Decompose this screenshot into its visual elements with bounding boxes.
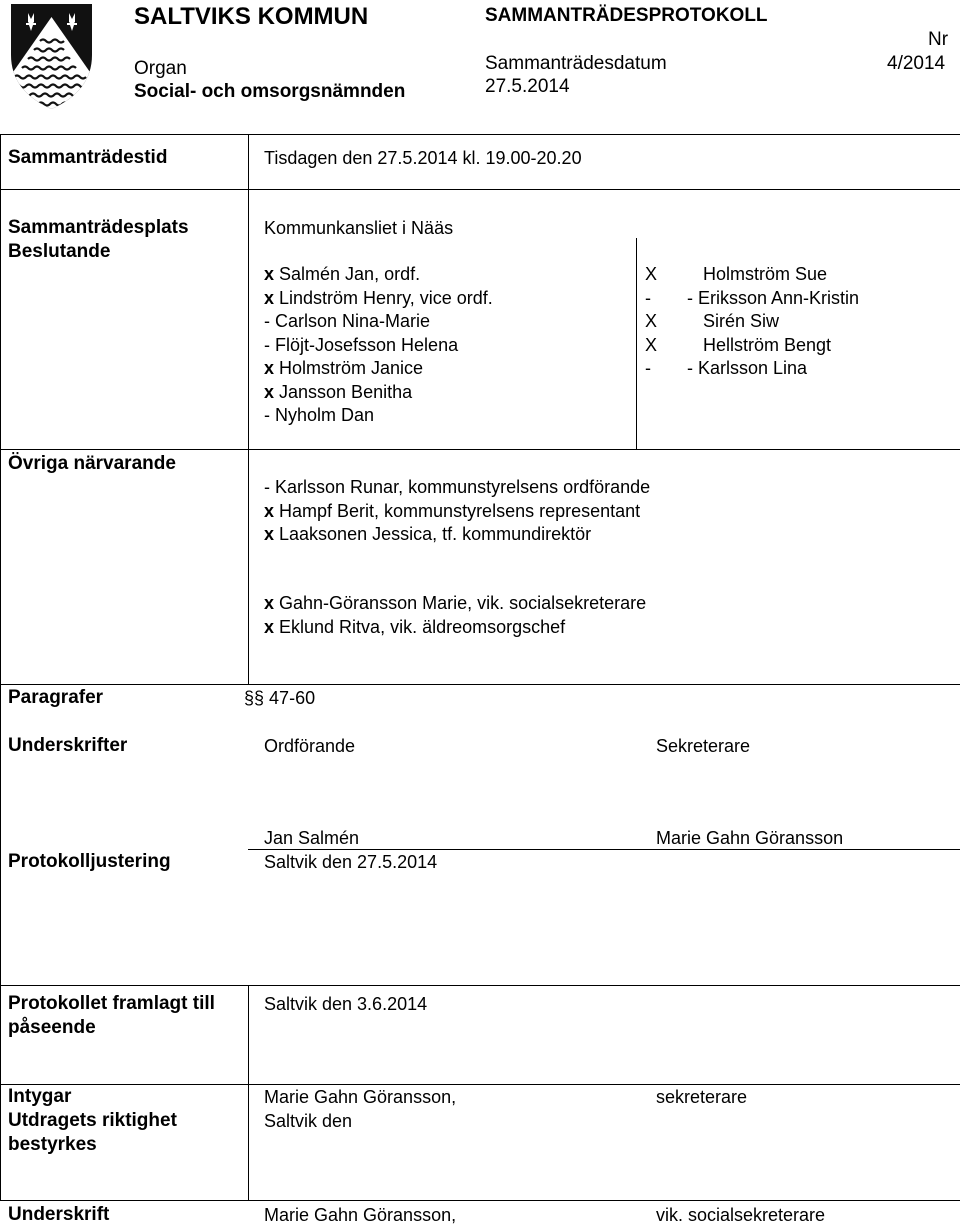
list-item: [264, 263, 493, 287]
adjustment-value: Saltvik den 27.5.2014: [264, 852, 438, 872]
attendance-mark: X: [645, 264, 658, 284]
list-item: [645, 357, 859, 381]
paragraphs-label: Paragrafer: [8, 687, 104, 708]
list-item: [264, 310, 493, 334]
list-item: [264, 404, 493, 428]
list-item: [264, 523, 650, 547]
attendance-mark: -: [264, 334, 270, 355]
member-name: Holmström Janice: [274, 358, 424, 378]
list-item: [645, 334, 859, 358]
attendance-mark: x: [264, 264, 275, 284]
others-group-1: [264, 476, 650, 547]
adjustment-label: Protokolljustering: [8, 851, 171, 872]
attendance-mark: X: [645, 311, 658, 331]
attendance-mark: x: [264, 500, 275, 521]
divider: [248, 134, 249, 684]
signature-role: vik. socialsekreterare: [656, 1205, 826, 1225]
list-item: [264, 381, 493, 405]
deciders-label: Beslutande: [8, 241, 111, 262]
certificate-name: Marie Gahn Göransson,: [264, 1087, 457, 1107]
meeting-date-value: 27.5.2014: [485, 76, 570, 97]
certificate-role: sekreterare: [656, 1087, 748, 1107]
list-item: [264, 616, 646, 640]
attendance-mark: x: [264, 358, 275, 378]
attendance-mark: -: [264, 477, 270, 497]
attendance-mark: x: [264, 593, 275, 613]
signature-name: Marie Gahn Göransson,: [264, 1205, 457, 1225]
member-name: - Eriksson Ann-Kristin: [687, 287, 860, 308]
certificate-label: Intygar: [8, 1086, 72, 1107]
member-name: Lindström Henry, vice ordf.: [274, 287, 493, 308]
deciders-left-list: [264, 263, 493, 428]
divider: [0, 134, 1, 1200]
public-display-label: Protokollet framlagt till påseende: [8, 993, 215, 1038]
section-sign-icon: §§: [244, 688, 265, 708]
list-item: [264, 500, 650, 524]
attendee-name: Karlsson Runar, kommunstyrelsens ordförande: [270, 477, 651, 497]
divider: [0, 985, 960, 986]
divider: [248, 985, 249, 1200]
member-name: Hellström Bengt: [703, 334, 832, 355]
signature-label: Underskrift: [8, 1204, 110, 1225]
list-item: [264, 287, 493, 311]
member-name: Flöjt-Josefsson Helena: [270, 334, 459, 355]
others-present-label: Övriga närvarande: [8, 453, 176, 474]
divider: [0, 1200, 960, 1201]
public-display-value: Saltvik den 3.6.2014: [264, 994, 428, 1014]
others-group-2: [264, 592, 646, 639]
paragraphs-value: [244, 687, 315, 711]
member-name: Carlson Nina-Marie: [270, 311, 431, 331]
member-name: - Karlsson Lina: [687, 358, 808, 378]
extract-verified-label: Utdragets riktighet bestyrkes: [8, 1110, 177, 1155]
divider: [636, 238, 637, 449]
chair-name: Jan Salmén: [264, 828, 360, 848]
organ-value: Social- och omsorgsnämnden: [134, 81, 406, 102]
list-item: [645, 287, 859, 311]
number-label: Nr: [928, 29, 949, 50]
attendee-name: Eklund Ritva, vik. äldreomsorgschef: [274, 616, 566, 637]
attendee-name: Gahn-Göransson Marie, vik. socialsekreterare: [274, 593, 647, 613]
list-item: [264, 592, 646, 616]
divider: [0, 134, 960, 135]
meeting-place-label: Sammanträdesplats: [8, 217, 189, 238]
meeting-date-label: Sammanträdesdatum: [485, 53, 667, 74]
extract-verified-value: Saltvik den: [264, 1111, 353, 1131]
member-name: Jansson Benitha: [274, 381, 413, 402]
attendee-name: Hampf Berit, kommunstyrelsens representant: [274, 500, 641, 521]
document-title: SAMMANTRÄDESPROTOKOLL: [485, 5, 768, 26]
list-item: [264, 476, 650, 500]
meeting-place-value: Kommunkansliet i Nääs: [264, 218, 454, 238]
list-item: [645, 310, 859, 334]
attendance-mark: x: [264, 524, 275, 544]
divider: [0, 1084, 960, 1085]
secretary-name: Marie Gahn Göransson: [656, 828, 844, 848]
member-name: Salmén Jan, ordf.: [274, 264, 421, 284]
deciders-right-list: [645, 263, 859, 381]
member-name: Sirén Siw: [703, 311, 780, 331]
organ-label: Organ: [134, 58, 187, 79]
attendance-mark: -: [264, 405, 270, 425]
meeting-time-value: Tisdagen den 27.5.2014 kl. 19.00-20.20: [264, 148, 582, 168]
municipality-name: SALTVIKS KOMMUN: [134, 3, 369, 30]
coat-of-arms-logo: [10, 3, 93, 110]
list-item: [264, 334, 493, 358]
number-value: 4/2014: [887, 53, 946, 74]
attendance-mark: -: [645, 287, 651, 308]
signatures-label: Underskrifter: [8, 735, 128, 756]
divider: [0, 189, 960, 190]
paragraphs-range: 47-60: [269, 688, 316, 708]
attendee-name: Laaksonen Jessica, tf. kommundirektör: [274, 524, 592, 544]
attendance-mark: -: [264, 311, 270, 331]
meeting-time-label: Sammanträdestid: [8, 147, 168, 168]
member-name: Holmström Sue: [703, 264, 828, 284]
list-item: [264, 357, 493, 381]
member-name: Nyholm Dan: [270, 405, 375, 425]
chair-title: Ordförande: [264, 736, 356, 756]
attendance-mark: x: [264, 381, 275, 402]
secretary-title: Sekreterare: [656, 736, 751, 756]
divider: [0, 684, 960, 685]
attendance-mark: x: [264, 616, 275, 637]
divider: [0, 449, 960, 450]
attendance-mark: -: [645, 358, 651, 378]
list-item: [645, 263, 859, 287]
attendance-mark: x: [264, 287, 275, 308]
attendance-mark: X: [645, 334, 658, 355]
